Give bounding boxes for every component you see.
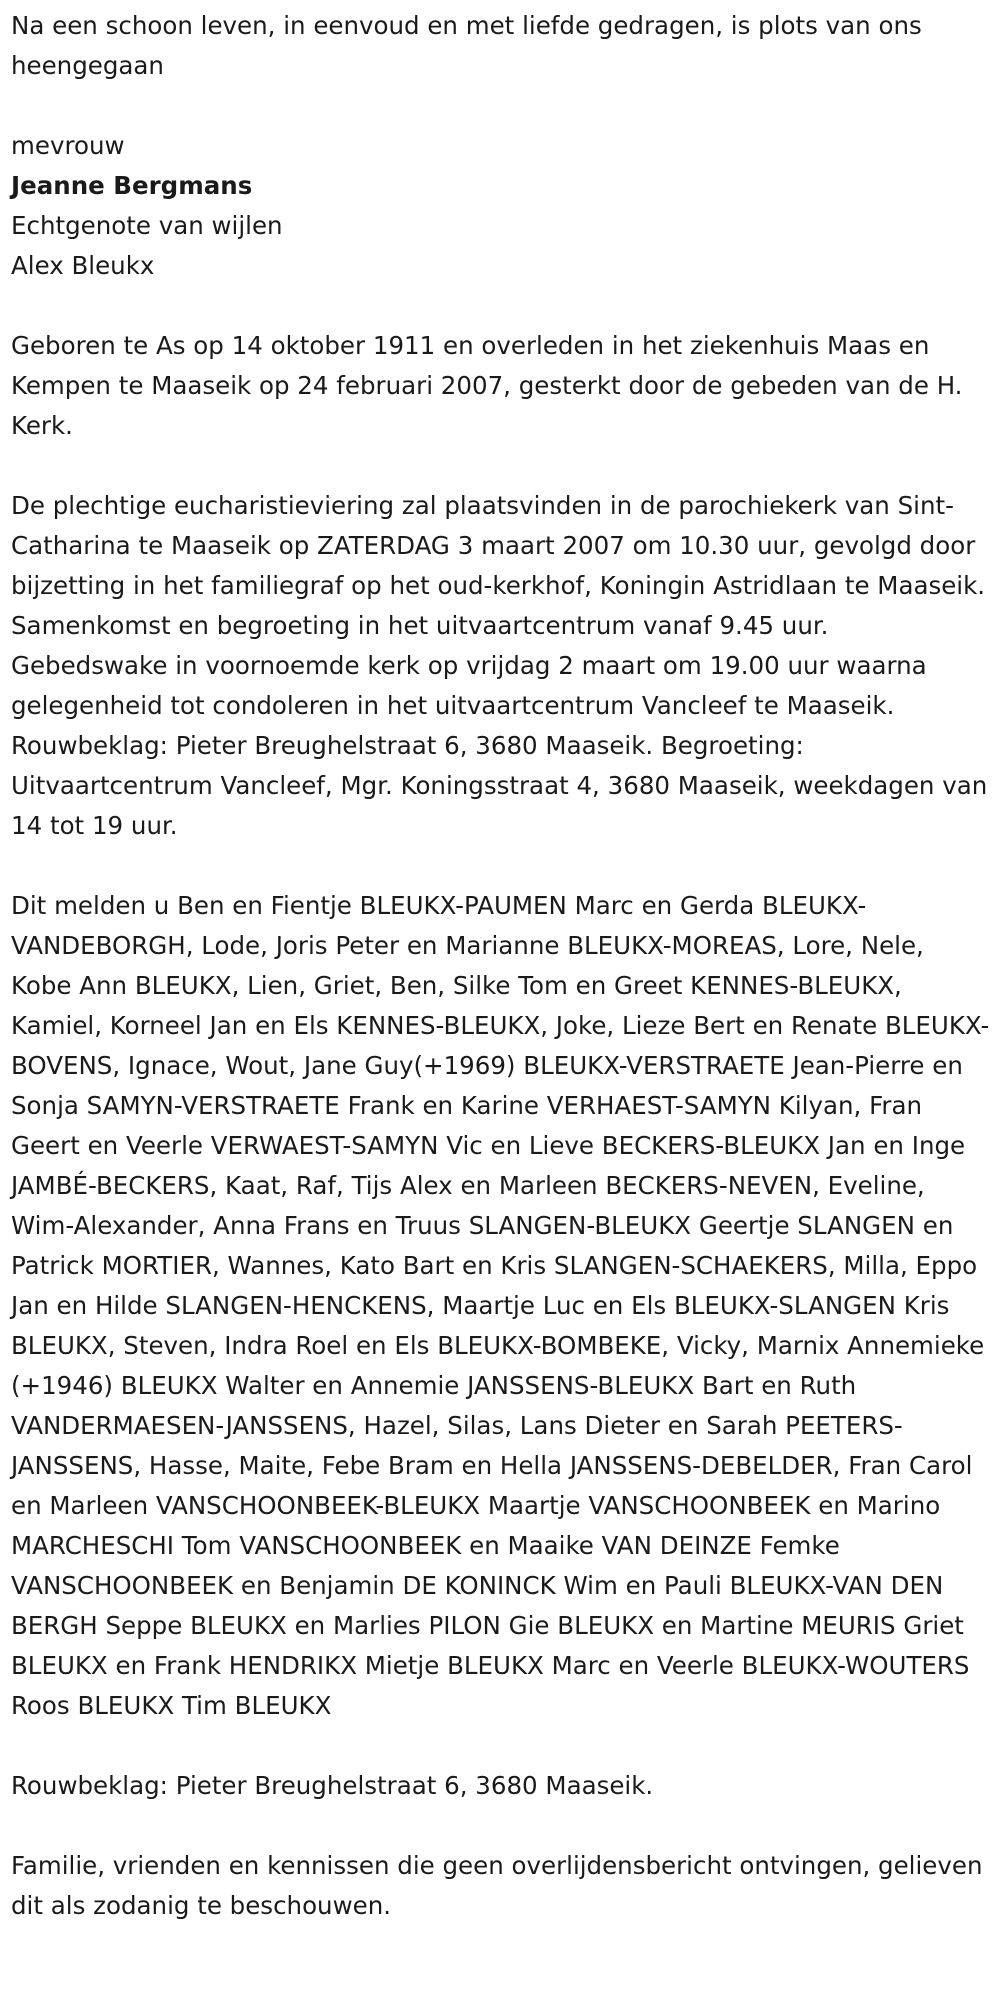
relation-text: Echtgenote van wijlen (11, 211, 283, 240)
family-paragraph: Dit melden u Ben en Fientje BLEUKX-PAUMEN Marc en Gerda BLEUKX-VANDEBORGH, Lode, Joris Peter en Marianne BLEUKX-MOREAS, Lore, Nele, Kobe Ann BLEUKX, Lien, Griet, Ben, Silke Tom en Greet KENNES-BLEUKX, Kamiel, Korneel Jan en Els KENNES-BLEUKX, Joke, Lieze Bert en Renate BLEUKX-BOVENS, Ignace, Wout, Jane Guy(+1969) BLEUKX-VERSTRAETE Jean-Pierre en Sonja SAMYN-VERSTRAETE Frank en Karine VERHAEST-SAMYN Kilyan, Fran Geert en Veerle VERWAEST-SAMYN Vic en Lieve BECKERS-BLEUKX Jan en Inge JAMBÉ-BECKERS, Kaat, Raf, Tijs Alex en Marleen BECKERS-NEVEN, Eveline, Wim-Alexander, Anna Frans en Truus SLANGEN-BLEUKX Geertje SLANGEN en Patrick MORTIER, Wannes, Kato Bart en Kris SLANGEN-SCHAEKERS, Milla, Eppo Jan en Hilde SLANGEN-HENCKENS, Maartje Luc en Els BLEUKX-SLANGEN Kris BLEUKX, Steven, Indra Roel en Els BLEUKX-BOMBEKE, Vicky, Marnix Annemieke (+1946) BLEUKX Walter en Annemie JANSSENS-BLEUKX Bart en Ruth VANDERMAESEN-JANSSENS, Hazel, Silas, Lans Dieter en Sarah PEETERS-JANSSENS, Hasse, Maite, Febe Bram en Hella JANSSENS-DEBELDER, Fran Carol en Marleen VANSCHOONBEEK-BLEUKX Maartje VANSCHOONBEEK en Marino MARCHESCHI Tom VANSCHOONBEEK en Maaike VAN DEINZE Femke VANSCHOONBEEK en Benjamin DE KONINCK Wim en Pauli BLEUKX-VAN DEN BERGH Seppe BLEUKX en Marlies PILON Gie BLEUKX en Martine MEURIS Griet BLEUKX en Frank HENDRIKX Mietje BLEUKX Marc en Veerle BLEUKX-WOUTERS Roos BLEUKX Tim BLEUKX (11, 891, 990, 1720)
spacer (11, 846, 992, 886)
spacer (11, 446, 992, 486)
spacer (11, 286, 992, 326)
intro-text: Na een schoon leven, in eenvoud en met liefde gedragen, is plots van ons heengegaan (11, 11, 922, 80)
ceremony-paragraph: De plechtige eucharistieviering zal plaatsvinden in de parochiekerk van Sint-Catharina te Maaseik op ZATERDAG 3 maart 2007 om 10.30 uur, gevolgd door bijzetting in het familiegraf op het oud-kerkhof, Koningin Astridlaan te Maaseik. Samenkomst en begroeting in het uitvaartcentrum vanaf 9.45 uur. Gebedswake in voornoemde kerk op vrijdag 2 maart om 19.00 uur waarna gelegenheid tot condoleren in het uitvaartcentrum Vancleef te Maaseik. Rouwbeklag: Pieter Breughelstraat 6, 3680 Maaseik. Begroeting: Uitvaartcentrum Vancleef, Mgr. Koningsstraat 4, 3680 Maaseik, weekdagen van 14 tot 19 uur. (11, 491, 988, 840)
spacer (11, 1726, 992, 1766)
condolences-address: Rouwbeklag: Pieter Breughelstraat 6, 3680 Maaseik. (11, 1771, 654, 1800)
spacer (11, 1806, 992, 1846)
birth-death-paragraph: Geboren te As op 14 oktober 1911 en overleden in het ziekenhuis Maas en Kempen te Maaseik op 24 februari 2007, gesterkt door de gebeden van de H. Kerk. (11, 331, 963, 440)
spacer (11, 86, 992, 126)
closing-paragraph: Familie, vrienden en kennissen die geen overlijdensbericht ontvingen, gelieven dit als zodanig te beschouwen. (11, 1851, 983, 1920)
spouse-name: Alex Bleukx (11, 251, 155, 280)
deceased-name: Jeanne Bergmans (11, 171, 253, 200)
salutation: mevrouw (11, 131, 125, 160)
